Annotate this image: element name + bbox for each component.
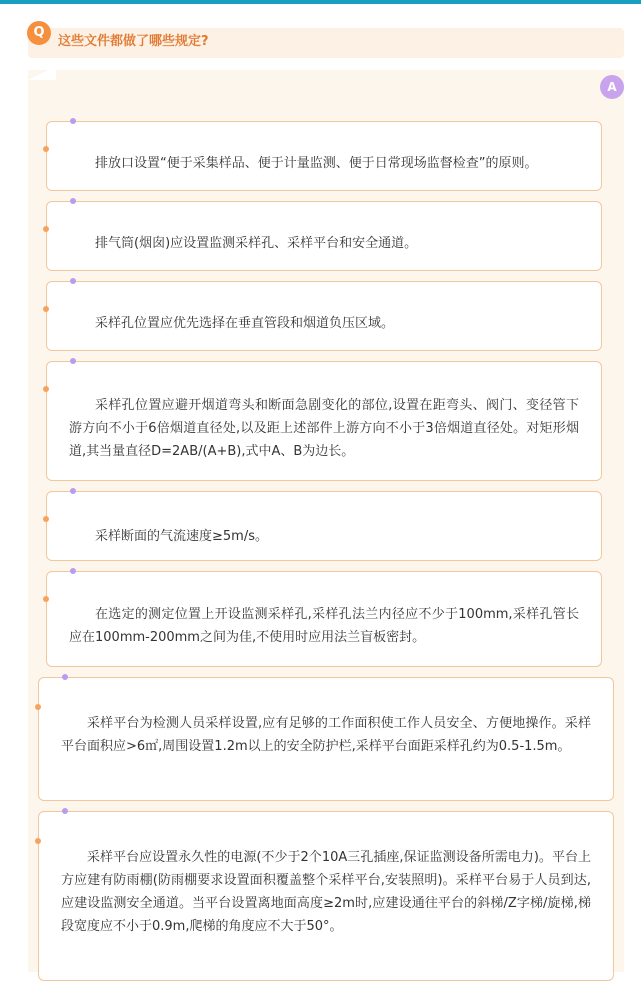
card-side-dot-2 [43, 226, 49, 232]
rule-card-1 [46, 121, 602, 191]
card-side-dot-5 [43, 516, 49, 522]
rule-card-2 [46, 201, 602, 271]
rule-text-7: 采样平台为检测人员采样设置,应有足够的工作面积使工作人员安全、方便地操作。采样平台面积应>6㎡,周围设置1.2m以上的安全防护栏,采样平台面距采样孔约为0.5-1.5m。 [61, 716, 591, 754]
card-top-dot-8 [62, 808, 68, 814]
rule-card-6 [46, 571, 602, 667]
card-side-dot-4 [43, 386, 49, 392]
answer-panel-notch [28, 66, 56, 80]
top-accent-rule [0, 0, 641, 4]
card-top-dot-6 [70, 568, 76, 574]
card-top-dot-4 [70, 358, 76, 364]
rule-card-4 [46, 361, 602, 481]
card-top-dot-7 [62, 674, 68, 680]
rule-text-4: 采样孔位置应避开烟道弯头和断面急剧变化的部位,设置在距弯头、阀门、变径管下游方向不小于6倍烟道直径处,以及距上述部件上游方向不小于3倍烟道直径处。对矩形烟道,其当量直径D=2AB/(A+B),式中A、B为边长。 [69, 398, 579, 459]
card-side-dot-7 [35, 704, 41, 710]
rule-card-3 [46, 281, 602, 351]
card-top-dot-1 [70, 118, 76, 124]
rule-card-8 [38, 811, 614, 981]
card-side-dot-6 [43, 596, 49, 602]
answer-badge-icon: A [600, 75, 624, 99]
card-side-dot-1 [43, 146, 49, 152]
question-text: 这些文件都做了哪些规定? [58, 34, 209, 49]
card-top-dot-5 [70, 488, 76, 494]
rule-text-1: 排放口设置“便于采集样品、便于计量监测、便于日常现场监督检查”的原则。 [95, 156, 538, 171]
rule-text-5: 采样断面的气流速度≥5m/s。 [95, 529, 268, 544]
question-badge-icon: Q [27, 21, 51, 45]
rule-card-7 [38, 677, 614, 801]
card-top-dot-3 [70, 278, 76, 284]
rule-text-6: 在选定的测定位置上开设监测采样孔,采样孔法兰内径应不少于100mm,采样孔管长应在100mm-200mm之间为佳,不使用时应用法兰盲板密封。 [69, 607, 579, 645]
rule-text-3: 采样孔位置应优先选择在垂直管段和烟道负压区域。 [95, 316, 395, 331]
rule-text-8: 采样平台应设置永久性的电源(不少于2个10A三孔插座,保证监测设备所需电力)。平台上方应建有防雨棚(防雨棚要求设置面积覆盖整个采样平台,安装照明)。采样平台易于人员到达,应建设监测安全通道。当平台设置离地面高度≥2m时,应建设通往平台的斜梯/Z字梯/旋梯,梯段宽度应不小于0.9m,爬梯的角度应不大于50°。 [61, 850, 591, 934]
rule-card-5 [46, 491, 602, 561]
card-side-dot-8 [35, 838, 41, 844]
card-top-dot-2 [70, 198, 76, 204]
rule-text-2: 排气筒(烟囱)应设置监测采样孔、采样平台和安全通道。 [95, 236, 418, 251]
card-side-dot-3 [43, 306, 49, 312]
